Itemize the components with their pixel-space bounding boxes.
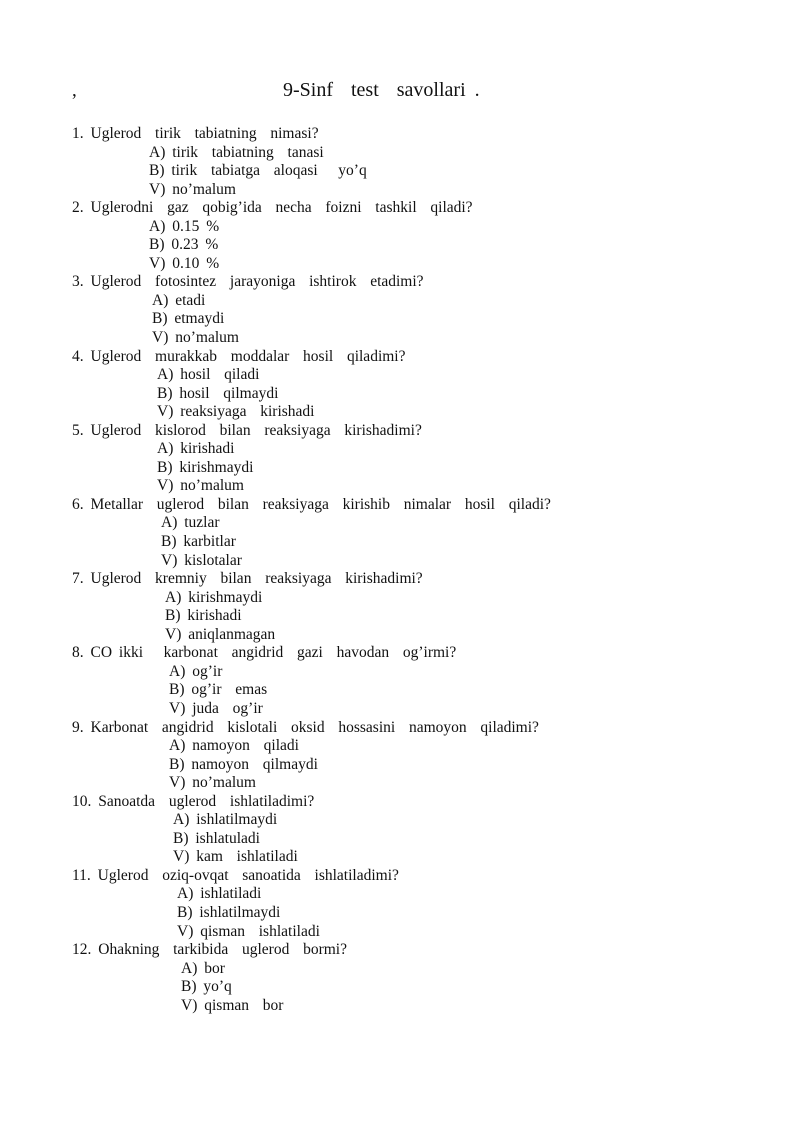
option-v: V) no’malum: [169, 774, 256, 792]
option-b: B) karbitlar: [161, 533, 236, 551]
answer-options: [72, 514, 752, 570]
question-12: [72, 941, 752, 1015]
option-b: B) namoyon qilmaydi: [169, 755, 318, 773]
question-1: [72, 125, 752, 199]
answer-options: [72, 440, 752, 496]
option-a: A) bor: [181, 959, 225, 977]
page-title: 9-Sinf test savollari .: [283, 79, 480, 101]
answer-options: [72, 960, 752, 1016]
option-b: B) 0.23 %: [149, 236, 219, 254]
answer-options: [72, 663, 752, 719]
option-a: A) 0.15 %: [149, 217, 220, 235]
question-3: [72, 273, 752, 347]
option-b: B) kirishadi: [165, 607, 242, 625]
question-list: [72, 125, 752, 1015]
question-10: [72, 793, 752, 867]
question-text: 8. CO ikki karbonat angidrid gazi havodan og’irmi?: [72, 644, 457, 662]
question-text: 12. Ohakning tarkibida uglerod bormi?: [72, 941, 347, 959]
question-8: [72, 644, 752, 718]
question-2: [72, 199, 752, 273]
option-b: B) ishlatilmaydi: [177, 903, 281, 921]
option-a: A) ishlatiladi: [177, 885, 262, 903]
answer-options: [72, 366, 752, 422]
option-a: A) etadi: [152, 291, 206, 309]
option-b: B) tirik tabiatga aloqasi yo’q: [149, 162, 367, 180]
option-b: B) kirishmaydi: [157, 458, 254, 476]
option-b: B) hosil qilmaydi: [157, 384, 279, 402]
option-a: A) kirishmaydi: [165, 588, 263, 606]
question-text: 9. Karbonat angidrid kislotali oksid hossasini namoyon qiladimi?: [72, 718, 539, 736]
option-b: B) og’ir emas: [169, 681, 268, 699]
answer-options: [72, 885, 752, 941]
answer-options: [72, 292, 752, 348]
option-a: A) kirishadi: [157, 440, 235, 458]
question-text: 6. Metallar uglerod bilan reaksiyaga kirishib nimalar hosil qiladi?: [72, 495, 551, 513]
question-text: 7. Uglerod kremniy bilan reaksiyaga kirishadimi?: [72, 570, 423, 588]
option-v: V) aniqlanmagan: [165, 625, 276, 643]
option-a: A) ishlatilmaydi: [173, 811, 278, 829]
question-text: 5. Uglerod kislorod bilan reaksiyaga kirishadimi?: [72, 421, 422, 439]
answer-options: [72, 144, 752, 200]
option-a: A) hosil qiladi: [157, 366, 260, 384]
option-v: V) no’malum: [152, 329, 239, 347]
question-9: [72, 719, 752, 793]
option-v: V) no’malum: [157, 477, 244, 495]
option-b: B) etmaydi: [152, 310, 225, 328]
question-6: [72, 496, 752, 570]
option-b: B) ishlatuladi: [173, 829, 260, 847]
option-a: A) tirik tabiatning tanasi: [149, 143, 324, 161]
question-text: 4. Uglerod murakkab moddalar hosil qiladimi?: [72, 347, 406, 365]
question-text: 3. Uglerod fotosintez jarayoniga ishtirok etadimi?: [72, 273, 424, 291]
option-v: V) qisman bor: [181, 996, 284, 1014]
question-text: 1. Uglerod tirik tabiatning nimasi?: [72, 125, 319, 142]
option-v: V) 0.10 %: [149, 254, 220, 272]
option-a: A) og’ir: [169, 662, 223, 680]
answer-options: [72, 589, 752, 645]
question-7: [72, 570, 752, 644]
question-5: [72, 422, 752, 496]
option-b: B) yo’q: [181, 978, 232, 996]
option-v: V) kislotalar: [161, 551, 242, 569]
option-v: V) reaksiyaga kirishadi: [157, 403, 315, 421]
option-a: A) tuzlar: [161, 514, 220, 532]
option-v: V) qisman ishlatiladi: [177, 922, 320, 940]
option-a: A) namoyon qiladi: [169, 737, 299, 755]
question-text: 11. Uglerod oziq-ovqat sanoatida ishlatiladimi?: [72, 866, 399, 884]
question-4: [72, 348, 752, 422]
question-11: [72, 867, 752, 941]
question-text: 2. Uglerodni gaz qobig’ida necha foizni tashkil qiladi?: [72, 199, 473, 217]
option-v: V) kam ishlatiladi: [173, 848, 298, 866]
option-v: V) juda og’ir: [169, 699, 263, 717]
option-v: V) no’malum: [149, 180, 236, 198]
answer-options: [72, 811, 752, 867]
question-text: 10. Sanoatda uglerod ishlatiladimi?: [72, 792, 315, 810]
answer-options: [72, 218, 752, 274]
corner-mark: ,: [72, 80, 77, 101]
answer-options: [72, 737, 752, 793]
